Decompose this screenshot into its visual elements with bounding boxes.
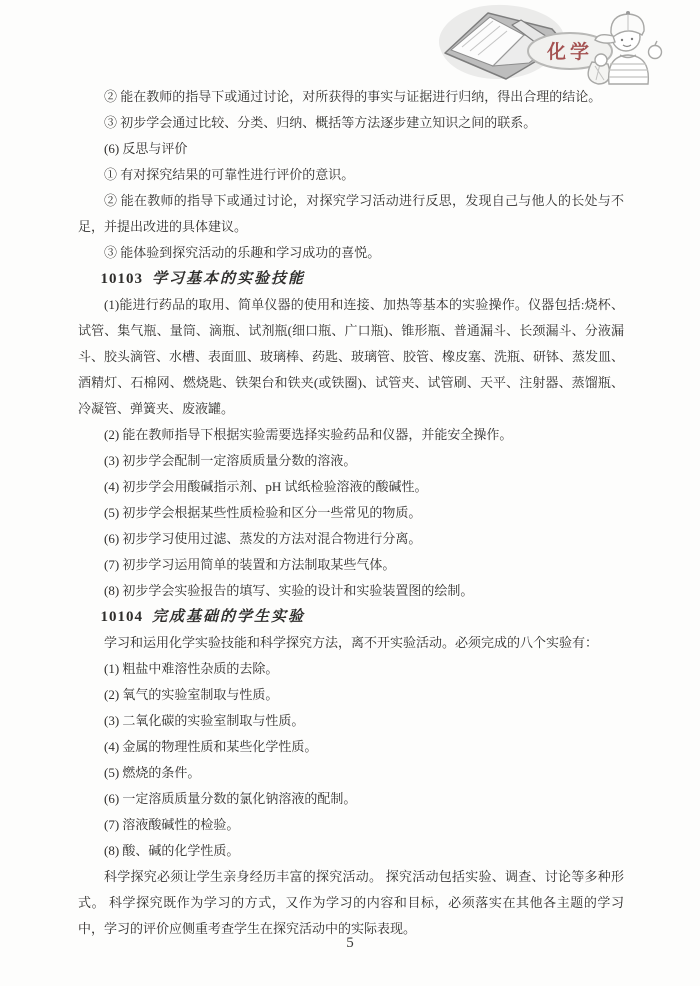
paragraph: (7) 溶液酸碱性的检验。	[104, 817, 240, 832]
paragraph: ③ 能体验到探究活动的乐趣和学习成功的喜悦。	[104, 245, 381, 260]
paragraph: (2) 氧气的实验室制取与性质。	[104, 687, 279, 702]
paragraph: (3) 初步学会配制一定溶质质量分数的溶液。	[104, 453, 357, 468]
paragraph: ① 有对探究结果的可靠性进行评价的意识。	[104, 167, 355, 182]
paragraph: (6) 反思与评价	[104, 141, 188, 156]
paragraph: (4) 初步学会用酸碱指示剂、pH 试纸检验溶液的酸碱性。	[104, 479, 428, 494]
section-title: 学习基本的实验技能	[152, 271, 306, 287]
paragraph: (3) 二氧化碳的实验室制取与性质。	[104, 713, 305, 728]
subject-label-text: 化学	[546, 42, 594, 63]
paragraph: (8) 酸、碱的化学性质。	[104, 843, 240, 858]
header-illustration-svg	[432, 0, 670, 90]
paragraph: (4) 金属的物理性质和某些化学性质。	[104, 739, 318, 754]
paragraph: (6) 一定溶质质量分数的氯化钠溶液的配制。	[104, 791, 357, 806]
paragraph: (5) 燃烧的条件。	[104, 765, 201, 780]
paragraph: (1) 粗盐中难溶性杂质的去除。	[104, 661, 279, 676]
document-content	[78, 84, 624, 942]
paragraph: (6) 初步学习使用过滤、蒸发的方法对混合物进行分离。	[104, 531, 422, 546]
paragraph: 学习和运用化学实验技能和科学探究方法，离不开实验活动。必须完成的八个实验有：	[104, 635, 599, 650]
section-heading	[78, 266, 624, 292]
paragraph: (5) 初步学会根据某些性质检验和区分一些常见的物质。	[104, 505, 422, 520]
paragraph: ③ 初步学会通过比较、分类、归纳、概括等方法逐步建立知识之间的联系。	[104, 115, 537, 130]
section-number: 10104	[100, 609, 143, 625]
header-illustration	[432, 0, 670, 90]
page-number: 5	[346, 935, 354, 951]
section-heading	[78, 604, 624, 630]
paragraph: (1)能进行药品的取用、简单仪器的使用和连接、加热等基本的实验操作。仪器包括:烧杯、试管、集气瓶、量筒、滴瓶、试剂瓶(细口瓶、广口瓶)、锥形瓶、普通漏斗、长颈漏斗、分液漏斗、胶头滴管、水槽、表面皿、玻璃棒、药匙、玻璃管、胶管、橡皮塞、洗瓶、研钵、蒸发皿、酒精灯、石棉网、燃烧匙、铁架台和铁夹(或铁圈)、试管夹、试管刷、天平、注射器、蒸馏瓶、冷凝管、弹簧夹、废液罐。	[78, 297, 625, 416]
paragraph: (8) 初步学会实验报告的填写、实验的设计和实验装置图的绘制。	[104, 583, 474, 598]
paragraph: 科学探究必须让学生亲身经历丰富的探究活动。 探究活动包括实验、调查、讨论等多种形式。 科学探究既作为学习的方式，又作为学习的内容和目标，必须落实在其他各主题的学习中，学习的评价应侧重考查学生在探究活动中的实际表现。	[78, 869, 624, 936]
paragraph: (7) 初步学习运用简单的装置和方法制取某些气体。	[104, 557, 396, 572]
paragraph: ② 能在教师的指导下或通过讨论，对所获得的事实与证据进行归纳，得出合理的结论。	[104, 89, 602, 104]
paragraph: (2) 能在教师指导下根据实验需要选择实验药品和仪器，并能安全操作。	[104, 427, 513, 442]
paragraph: ② 能在教师的指导下或通过讨论，对探究学习活动进行反思，发现自己与他人的长处与不足，并提出改进的具体建议。	[78, 193, 624, 234]
section-title: 完成基础的学生实验	[152, 609, 306, 625]
section-number: 10103	[100, 271, 143, 287]
